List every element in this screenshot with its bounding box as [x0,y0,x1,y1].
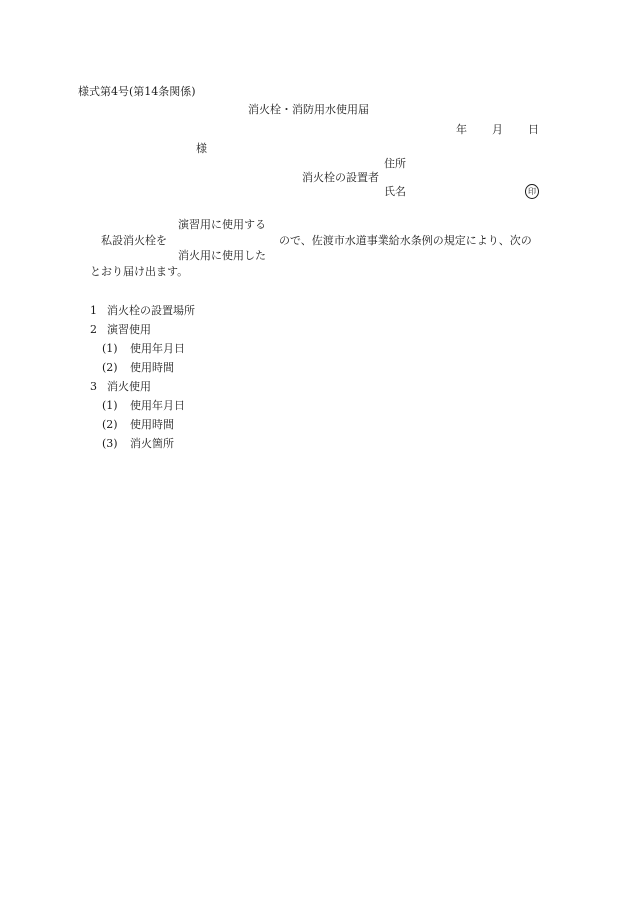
name-label: 氏名 [384,185,406,198]
form-number: 様式第4号(第14条関係) [78,85,196,98]
body-closing: とおり届け出ます。 [90,265,189,278]
address-label: 住所 [384,157,406,170]
document-title: 消火栓・消防用水使用届 [248,103,369,116]
item-3-sub-1-number: (1) [102,399,118,412]
item-2-sub-1-number: (1) [102,342,118,355]
option-fire-use: 消火用に使用した [178,249,266,262]
body-subject: 私設消火栓を [101,234,167,247]
date-year: 年 [456,123,467,136]
item-2-sub-1-label: 使用年月日 [130,342,185,355]
item-3-sub-2-label: 使用時間 [130,418,174,431]
addressee-suffix: 様 [196,142,207,155]
item-3-sub-1-label: 使用年月日 [130,399,185,412]
item-3-number: 3 [90,380,97,393]
item-3-label: 消火使用 [107,380,151,393]
item-2-sub-2-label: 使用時間 [130,361,174,374]
date-day: 日 [528,123,539,136]
item-3-sub-3-number: (3) [102,437,118,450]
item-3-sub-3-label: 消火箇所 [130,437,174,450]
body-continuation: ので、佐渡市水道事業給水条例の規定により、次の [279,234,532,247]
item-2-label: 演習使用 [107,323,151,336]
item-2-number: 2 [90,323,97,336]
seal-stamp: 印 [525,184,539,199]
item-3-sub-2-number: (2) [102,418,118,431]
item-1-number: 1 [90,304,97,317]
installer-label: 消火栓の設置者 [302,171,379,184]
date-month: 月 [492,123,503,136]
item-1-label: 消火栓の設置場所 [107,304,195,317]
item-2-sub-2-number: (2) [102,361,118,374]
option-drill-use: 演習用に使用する [178,218,266,231]
